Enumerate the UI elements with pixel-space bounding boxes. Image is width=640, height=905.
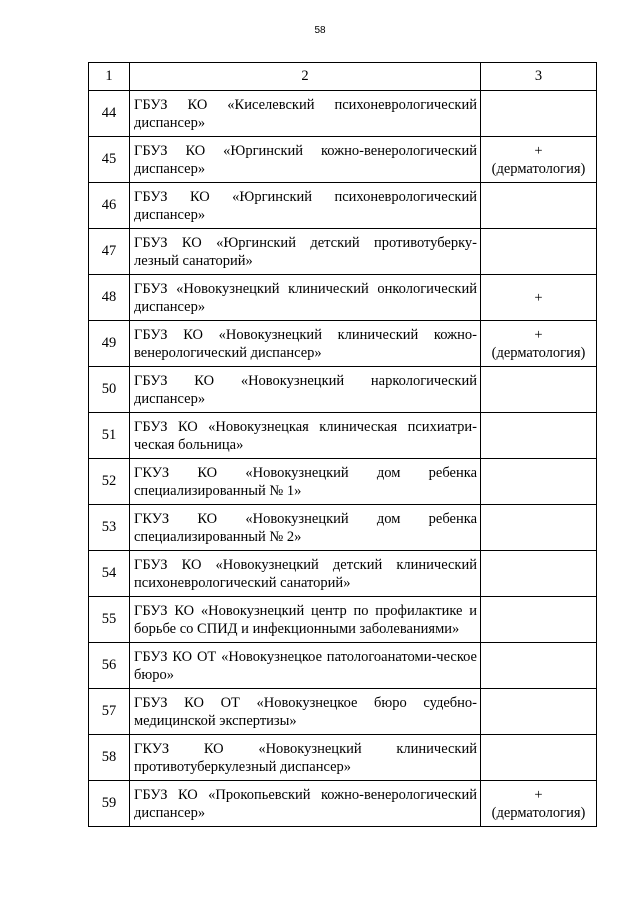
mark-cell bbox=[481, 413, 597, 459]
row-number: 50 bbox=[89, 367, 130, 413]
table-row bbox=[89, 597, 597, 643]
mark-cell bbox=[481, 229, 597, 275]
mark-cell bbox=[481, 321, 597, 367]
mark-cell bbox=[481, 505, 597, 551]
institution-name: ГБУЗ КО «Киселевский психоневрологический диспансер» bbox=[130, 91, 481, 137]
mark-cell bbox=[481, 735, 597, 781]
institution-name: ГКУЗ КО «Новокузнецкий дом ребенка специализированный № 1» bbox=[130, 459, 481, 505]
table-row bbox=[89, 91, 597, 137]
institution-name: ГБУЗ КО «Новокузнецкий детский клинический психоневрологический санаторий» bbox=[130, 551, 481, 597]
institutions-table bbox=[88, 62, 597, 827]
row-number: 44 bbox=[89, 91, 130, 137]
row-number: 58 bbox=[89, 735, 130, 781]
institution-name: ГБУЗ КО «Новокузнецкий клинический кожно-венерологический диспансер» bbox=[130, 321, 481, 367]
table-row bbox=[89, 551, 597, 597]
table-row bbox=[89, 459, 597, 505]
institution-name: ГБУЗ КО «Новокузнецкий наркологический диспансер» bbox=[130, 367, 481, 413]
column-header-institution: 2 bbox=[130, 63, 481, 91]
table-header-row bbox=[89, 63, 597, 91]
mark-cell bbox=[481, 275, 597, 321]
page-number: 58 bbox=[314, 25, 326, 36]
table-row bbox=[89, 137, 597, 183]
row-number: 45 bbox=[89, 137, 130, 183]
mark-cell bbox=[481, 367, 597, 413]
row-number: 47 bbox=[89, 229, 130, 275]
table-row bbox=[89, 643, 597, 689]
table-row bbox=[89, 367, 597, 413]
row-number: 46 bbox=[89, 183, 130, 229]
institution-name: ГБУЗ КО «Юргинский кожно-венерологический диспансер» bbox=[130, 137, 481, 183]
row-number: 59 bbox=[89, 781, 130, 827]
mark-sign: + bbox=[534, 326, 543, 343]
row-number: 49 bbox=[89, 321, 130, 367]
institution-name: ГБУЗ КО «Новокузнецкий центр по профилактике и борьбе со СПИД и инфекционными заболеваниями» bbox=[130, 597, 481, 643]
row-number: 48 bbox=[89, 275, 130, 321]
mark-sign: + bbox=[534, 142, 543, 159]
table-row bbox=[89, 781, 597, 827]
table-row bbox=[89, 275, 597, 321]
column-header-number: 1 bbox=[89, 63, 130, 91]
institution-name: ГБУЗ КО «Юргинский детский противотуберку-лезный санаторий» bbox=[130, 229, 481, 275]
table-row bbox=[89, 735, 597, 781]
mark-cell bbox=[481, 137, 597, 183]
mark-cell bbox=[481, 689, 597, 735]
table-row bbox=[89, 689, 597, 735]
table-row bbox=[89, 505, 597, 551]
institution-name: ГКУЗ КО «Новокузнецкий дом ребенка специализированный № 2» bbox=[130, 505, 481, 551]
mark-note: (дерматология) bbox=[491, 804, 586, 821]
mark-note: (дерматология) bbox=[491, 160, 586, 177]
row-number: 55 bbox=[89, 597, 130, 643]
mark-note: (дерматология) bbox=[491, 344, 586, 361]
institution-name: ГБУЗ «Новокузнецкий клинический онкологический диспансер» bbox=[130, 275, 481, 321]
mark-cell bbox=[481, 643, 597, 689]
institution-name: ГБУЗ КО ОТ «Новокузнецкое бюро судебно-медицинской экспертизы» bbox=[130, 689, 481, 735]
table-row bbox=[89, 413, 597, 459]
institution-name: ГБУЗ КО «Юргинский психоневрологический диспансер» bbox=[130, 183, 481, 229]
mark-sign: + bbox=[534, 289, 543, 306]
mark-cell bbox=[481, 597, 597, 643]
table-row bbox=[89, 229, 597, 275]
row-number: 56 bbox=[89, 643, 130, 689]
mark-cell bbox=[481, 183, 597, 229]
row-number: 52 bbox=[89, 459, 130, 505]
mark-cell bbox=[481, 781, 597, 827]
institution-name: ГБУЗ КО «Прокопьевский кожно-венерологический диспансер» bbox=[130, 781, 481, 827]
mark-cell bbox=[481, 551, 597, 597]
table-row bbox=[89, 321, 597, 367]
institution-name: ГБУЗ КО «Новокузнецкая клиническая психиатри-ческая больница» bbox=[130, 413, 481, 459]
row-number: 53 bbox=[89, 505, 130, 551]
institution-name: ГБУЗ КО ОТ «Новокузнецкое патологоанатоми-ческое бюро» bbox=[130, 643, 481, 689]
table-row bbox=[89, 183, 597, 229]
mark-cell bbox=[481, 91, 597, 137]
row-number: 54 bbox=[89, 551, 130, 597]
institution-name: ГКУЗ КО «Новокузнецкий клинический противотуберкулезный диспансер» bbox=[130, 735, 481, 781]
mark-cell bbox=[481, 459, 597, 505]
mark-sign: + bbox=[534, 786, 543, 803]
row-number: 57 bbox=[89, 689, 130, 735]
column-header-mark: 3 bbox=[481, 63, 597, 91]
row-number: 51 bbox=[89, 413, 130, 459]
